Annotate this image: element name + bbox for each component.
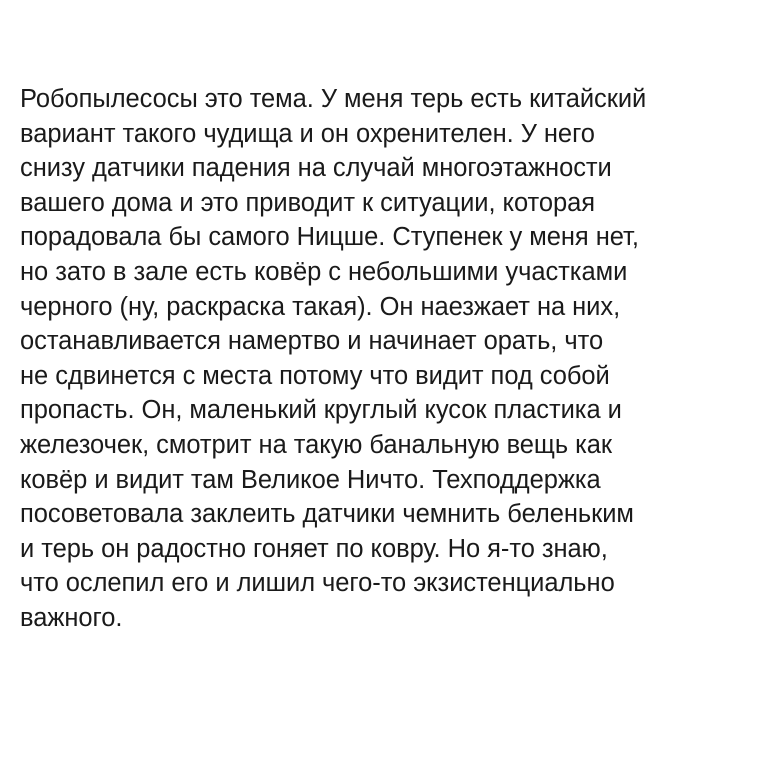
text-line: посоветовала заклеить датчики чемнить беленьким (20, 500, 634, 529)
text-line: снизу датчики падения на случай многоэтажности (20, 154, 612, 183)
text-line: вашего дома и это приводит к ситуации, которая (20, 188, 596, 217)
text-line: важного. (20, 603, 123, 632)
text-line: черного (ну, раскраска такая). Он наезжает на них, (20, 292, 621, 321)
text-line: вариант такого чудища и он охренителен. У него (20, 119, 595, 148)
text-line: и терь он радостно гоняет по ковру. Но я-то знаю, (20, 534, 608, 563)
text-line: ковёр и видит там Великое Ничто. Техподдержка (20, 465, 601, 494)
text-line: Робопылесосы это тема. У меня терь есть китайский (20, 85, 647, 113)
text-line: не сдвинется с места потому что видит под собой (20, 361, 610, 390)
text-line: железочек, смотрит на такую банальную вещь как (20, 430, 613, 459)
text-line: что ослепил его и лишил чего-то экзистенциально (20, 569, 615, 598)
post-text (20, 82, 755, 636)
text-line: но зато в зале есть ковёр с небольшими участками (20, 257, 628, 286)
text-line: пропасть. Он, маленький круглый кусок пластика и (20, 396, 622, 425)
text-line: останавливается намертво и начинает орать, что (20, 327, 604, 356)
text-line: порадовала бы самого Ницше. Ступенек у меня нет, (20, 223, 639, 252)
